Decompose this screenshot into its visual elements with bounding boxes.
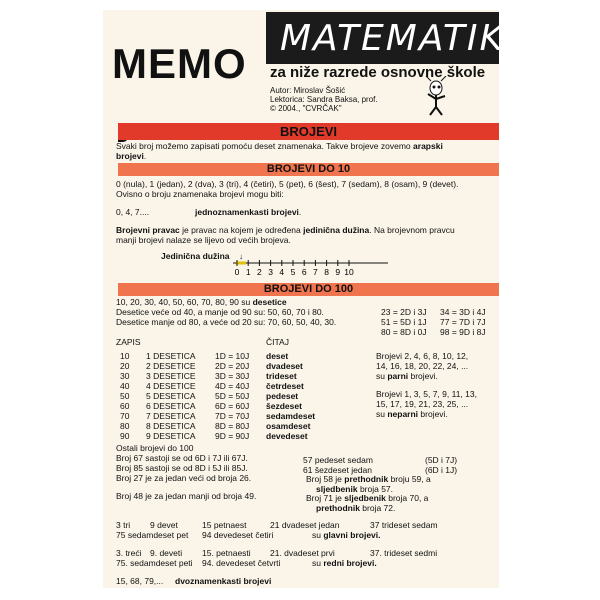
matematika-title: MATEMATIKA	[280, 18, 532, 59]
glavni-3: 15 petnaest	[202, 520, 247, 530]
unit-label: Jedinična dužina	[161, 251, 230, 261]
table-row-w: osamdeset	[266, 421, 311, 431]
tick-label: 2	[257, 267, 262, 277]
eq-3: 77 = 7D i 7J	[440, 317, 486, 327]
redni-bold: redni brojevi.	[323, 558, 377, 568]
parni-3	[376, 371, 438, 381]
digits-term	[195, 207, 301, 217]
table-row-e: 5D = 50J	[215, 391, 250, 401]
memo-title: MEMO	[112, 40, 247, 87]
col-citaj: ČITAJ	[266, 337, 289, 347]
eq-0: 23 = 2D i 3J	[381, 307, 427, 317]
redni-su: su	[312, 558, 324, 568]
table-row-d: 1 DESETICA	[146, 351, 196, 361]
table-row-n: 80	[120, 421, 130, 431]
ostali-l3: Broj 27 je za jedan veći od broja 26.	[116, 473, 252, 483]
table-row-w: četrdeset	[266, 381, 304, 391]
table-row-w: trideset	[266, 371, 297, 381]
author: Autor: Miroslav Šošić	[270, 86, 346, 95]
pravac-bold2: jedinična dužina	[303, 225, 370, 235]
table-row-w: sedamdeset	[266, 411, 316, 421]
glavni-7: 94 devedeset četiri	[202, 530, 274, 540]
glavni-end	[312, 530, 381, 540]
r3a: Broj 58 je	[306, 474, 345, 484]
table-row-w: devedeset	[266, 431, 308, 441]
table-row-w: deset	[266, 351, 289, 361]
intro-line2	[116, 151, 146, 161]
glavni-4: 21 dvadeset jedan	[270, 520, 340, 530]
table-row-e: 3D = 30J	[215, 371, 250, 381]
table-row-w: pedeset	[266, 391, 299, 401]
table-row-e: 8D = 80J	[215, 421, 250, 431]
redni-3: 15. petnaesti	[202, 548, 251, 558]
ostali-r3	[306, 474, 431, 484]
intro-line1	[116, 141, 443, 151]
glavni-su: su	[312, 530, 324, 540]
table-row-d: 6 DESETICA	[146, 401, 196, 411]
digits-line1: 0 (nula), 1 (jedan), 2 (dva), 3 (tri), 4 (četiri), 5 (pet), 6 (šest), 7 (sedam), 8 (osam), 9 (devet).	[116, 179, 459, 189]
r5b: sljedbenik	[344, 493, 386, 503]
neparni-1: Brojevi 1, 3, 5, 7, 9, 11, 13,	[376, 389, 477, 399]
neparni-end: brojevi.	[418, 409, 448, 419]
table-row-d: 2 DESETICE	[146, 361, 196, 371]
table-row-n: 50	[120, 391, 130, 401]
dvo-example: 15, 68, 79,...	[116, 576, 164, 586]
digits-line2: Ovisno o broju znamenaka brojevi mogu biti:	[116, 189, 284, 199]
table-row-w: dvadeset	[266, 361, 303, 371]
r6a: prethodnik	[316, 503, 360, 513]
tick-label: 4	[279, 267, 285, 277]
table-row-n: 90	[120, 431, 130, 441]
section-brojevi: BROJEVI	[118, 123, 499, 140]
pravac-line1	[116, 225, 455, 235]
ostali-r6	[316, 503, 395, 513]
r5a: Broj 71 je	[306, 493, 345, 503]
redni-4: 21. dvadeset prvi	[270, 548, 335, 558]
table-row-n: 60	[120, 401, 130, 411]
intro-text: Svaki broj možemo zapisati pomoću deset znamenaka. Takve brojeve zovemo	[116, 141, 411, 151]
table-row-d: 5 DESETICA	[146, 391, 196, 401]
col-zapis: ZAPIS	[116, 337, 141, 347]
table-row-d: 3 DESETICE	[146, 371, 196, 381]
table-row-w: šezdeset	[266, 401, 302, 411]
tick-label: 3	[268, 267, 273, 277]
table-row-n: 70	[120, 411, 130, 421]
decades-line3: Desetice manje od 80, a veće od 20 su: 70, 60, 50, 40, 30.	[116, 317, 337, 327]
tick-label: 10	[344, 267, 354, 277]
r3c: broju 59, a	[388, 474, 431, 484]
r5c: broja 70, a	[385, 493, 429, 503]
eq-4: 80 = 8D i 0J	[381, 327, 427, 337]
lektorica: Lektorica: Sandra Baksa, prof.	[270, 95, 378, 104]
pravac-line2: manji brojevi nalaze se lijevo od većih brojeva.	[116, 235, 291, 245]
matematika-banner	[266, 12, 532, 64]
eq-1: 34 = 3D i 4J	[440, 307, 486, 317]
glavni-bold: glavni brojevi.	[323, 530, 381, 540]
table-row-n: 20	[120, 361, 130, 371]
ostali-title: Ostali brojevi do 100	[116, 443, 194, 453]
parni-end: brojevi.	[408, 371, 438, 381]
ostali-l1: Broj 67 sastoji se od 6D i 7J ili 67J.	[116, 453, 248, 463]
decades-line2: Desetice veće od 40, a manje od 90 su: 50, 60, 70 i 80.	[116, 307, 324, 317]
ostali-r1a: 57 pedeset sedam	[303, 455, 373, 465]
table-row-n: 40	[120, 381, 130, 391]
credits	[270, 86, 378, 113]
decades-l1a: 10, 20, 30, 40, 50, 60, 70, 80, 90 su	[116, 297, 251, 307]
table-row-d: 8 DESETICA	[146, 421, 196, 431]
pravac-t1: je pravac na kojem je određena	[179, 225, 304, 235]
table-row-e: 6D = 60J	[215, 401, 250, 411]
tick-label: 9	[335, 267, 341, 277]
redni-6: 75. sedamdeset peti	[116, 558, 193, 568]
intro-bold: arapski	[413, 141, 443, 151]
redni-1: 3. treći	[116, 548, 142, 558]
ostali-r2a: 61 šezdeset jedan	[303, 465, 372, 475]
term-dot: .	[298, 207, 302, 217]
term-bold: jednoznamenkasti brojevi	[195, 207, 299, 217]
tick-label: 0	[234, 267, 240, 277]
glavni-5: 37 trideset sedam	[370, 520, 438, 530]
table-row-n: 10	[120, 351, 130, 361]
subtitle: za niže razrede osnovne škole	[270, 64, 486, 81]
copyright: © 2004., "CVRČAK"	[270, 104, 342, 113]
neparni-2: 15, 17, 19, 21, 23, 25, ...	[376, 399, 469, 409]
r4b: broja 57.	[357, 484, 394, 494]
section-do100: BROJEVI DO 100	[118, 283, 499, 296]
ostali-r2b: (6D i 1J)	[425, 465, 458, 475]
parni-su: su	[376, 371, 388, 381]
redni-5: 37. trideset sedmi	[370, 548, 438, 558]
arrow-down-icon: ↓	[239, 252, 243, 261]
number-line	[233, 257, 388, 277]
table-row-e: 9D = 90J	[215, 431, 250, 441]
dvo-term: dvoznamenkasti brojevi	[175, 576, 272, 586]
tick-label: 5	[290, 267, 296, 277]
table-row-e: 1D = 10J	[215, 351, 250, 361]
section-do10: BROJEVI DO 10	[118, 163, 499, 176]
r3b: prethodnik	[344, 474, 389, 484]
neparni-su: su	[376, 409, 388, 419]
eq-5: 98 = 9D i 8J	[440, 327, 486, 337]
cricket-mascot-icon	[418, 76, 454, 116]
parni-2: 14, 16, 18, 20, 22, 24, ...	[376, 361, 469, 371]
table-row-e: 2D = 20J	[215, 361, 250, 371]
parni-1: Brojevi 2, 4, 6, 8, 10, 12,	[376, 351, 469, 361]
table-row-d: 9 DESETICA	[146, 431, 196, 441]
neparni-bold: neparni	[387, 409, 419, 419]
decades-bold: desetice	[252, 297, 287, 307]
r4a: sljedbenik	[316, 484, 358, 494]
tick-label: 1	[245, 267, 251, 277]
tick-label: 7	[313, 267, 318, 277]
ostali-r1b: (5D i 7J)	[425, 455, 458, 465]
glavni-1: 3 tri	[116, 520, 131, 530]
redni-2: 9. deveti	[150, 548, 183, 558]
redni-end	[312, 558, 377, 568]
decades-line1	[116, 297, 287, 307]
tick-label: 8	[324, 267, 329, 277]
table-row-d: 7 DESETICA	[146, 411, 196, 421]
pravac-t2: . Na brojevnom pravcu	[369, 225, 455, 235]
ostali-l2: Broj 85 sastoji se od 8D i 5J ili 85J.	[116, 463, 248, 473]
intro-bold2: brojevi	[116, 151, 144, 161]
glavni-6: 75 sedamdeset pet	[116, 530, 189, 540]
ostali-l4: Broj 48 je za jedan manji od broja 49.	[116, 491, 257, 501]
ostali-r5	[306, 493, 428, 503]
tick-label: 6	[301, 267, 307, 277]
r6b: broja 72.	[359, 503, 396, 513]
intro-dot: .	[143, 151, 147, 161]
table-row-e: 7D = 70J	[215, 411, 250, 421]
digits-example: 0, 4, 7....	[116, 207, 150, 217]
pravac-bold1: Brojevni pravac	[116, 225, 180, 235]
table-row-d: 4 DESETICE	[146, 381, 196, 391]
glavni-2: 9 devet	[150, 520, 178, 530]
table-row-n: 30	[120, 371, 130, 381]
neparni-3	[376, 409, 448, 419]
parni-bold: parni	[387, 371, 409, 381]
redni-7: 94. devedeset četvrti	[202, 558, 281, 568]
table-row-e: 4D = 40J	[215, 381, 250, 391]
eq-2: 51 = 5D i 1J	[381, 317, 427, 327]
